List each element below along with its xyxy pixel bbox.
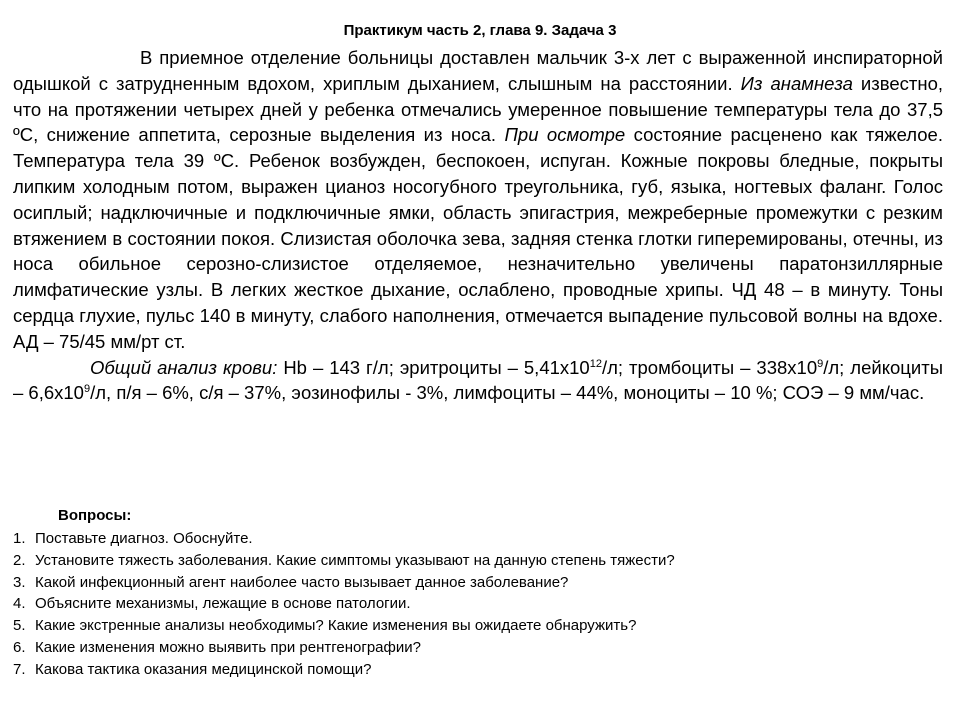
- question-number: 7.: [13, 660, 26, 678]
- blood-test-exponent-3: 9: [83, 383, 91, 396]
- blood-test-paragraph: [13, 355, 943, 407]
- question-number: 3.: [13, 573, 26, 591]
- questions-list: [13, 528, 943, 681]
- question-number: 2.: [13, 551, 26, 569]
- exam-text: состояние расценено как тяжелое. Температура тела 39 ºС. Ребенок возбужден, беспокоен, испуган. Кожные покровы бледные, покрыты липким холодным потом, выражен цианоз носогубного треугольника, губ, языка, ногтевых фаланг. Голос осиплый; надключичные и подключичные ямки, область эпигастрия, межреберные промежутки с резким втяжением в состоянии покоя. Слизистая оболочка зева, задняя стенка глотки гиперемированы, отечны, из носа обильное серозно-слизистое отделяемое, незначительно увеличены паратонзиллярные лимфатические узлы. В легких жесткое дыхание, ослаблено, проводные хрипы. ЧД 48 – в минуту. Тоны сердца глухие, пульс 140 в минуту, слабого наполнения, отмечается выпадение пульсовой волны на вдохе. АД – 75/45 мм/рт ст.: [13, 124, 943, 352]
- question-text: Какой инфекционный агент наиболее часто вызывает данное заболевание?: [35, 573, 569, 591]
- page-title: Практикум часть 2, глава 9. Задача 3: [343, 22, 617, 39]
- question-item: [13, 637, 943, 659]
- question-item: [13, 659, 943, 681]
- question-text: Объясните механизмы, лежащие в основе патологии.: [35, 595, 411, 613]
- question-text: Поставьте диагноз. Обоснуйте.: [35, 530, 253, 547]
- blood-test-text-4: /л, п/я – 6%, с/я – 37%, эозинофилы - 3%, лимфоциты – 44%, моноциты – 10 %; СОЭ – 9 мм/час.: [90, 382, 925, 404]
- question-text: Какие экстренные анализы необходимы? Какие изменения вы ожидаете обнаружить?: [35, 617, 637, 635]
- blood-test-text-2: /л; тромбоциты – 338х10: [601, 356, 818, 378]
- question-item: [13, 615, 943, 637]
- question-text: Какие изменения можно выявить при рентгенографии?: [35, 638, 421, 656]
- question-item: [13, 528, 943, 550]
- case-intro-text: В приемное отделение больницы доставлен мальчик 3-х лет с выраженной инспираторной одышкой с затрудненным вдохом, хриплым дыханием, слышным на расстоянии.: [13, 47, 943, 94]
- case-description: [13, 45, 943, 406]
- question-text: Какова тактика оказания медицинской помощи?: [35, 660, 372, 678]
- case-paragraph-main: [13, 45, 943, 355]
- question-item: [13, 593, 943, 615]
- exam-label: При осмотре: [504, 124, 626, 146]
- question-item: [13, 572, 943, 594]
- question-item: [13, 550, 943, 572]
- anamnesis-label: Из анамнеза: [740, 72, 853, 94]
- blood-test-text-3: /л; лейкоциты – 6,6х10: [13, 356, 944, 404]
- blood-test-label: Общий анализ крови:: [90, 356, 278, 378]
- question-text: Установите тяжесть заболевания. Какие симптомы указывают на данную степень тяжести?: [35, 551, 675, 569]
- question-number: 4.: [13, 595, 26, 613]
- questions-title: Вопросы:: [58, 507, 132, 524]
- blood-test-exponent-2: 9: [817, 357, 824, 370]
- blood-test-exponent-1: 12: [589, 357, 602, 370]
- blood-test-text-1: Hb – 143 г/л; эритроциты – 5,41х10: [277, 356, 590, 378]
- question-number: 1.: [13, 530, 26, 547]
- question-number: 6.: [13, 638, 26, 656]
- question-number: 5.: [13, 617, 26, 635]
- anamnesis-text: известно, что на протяжении четырех дней у ребенка отмечались умеренное повышение температуры тела до 37,5 ºС, снижение аппетита, серозные выделения из носа.: [13, 72, 944, 146]
